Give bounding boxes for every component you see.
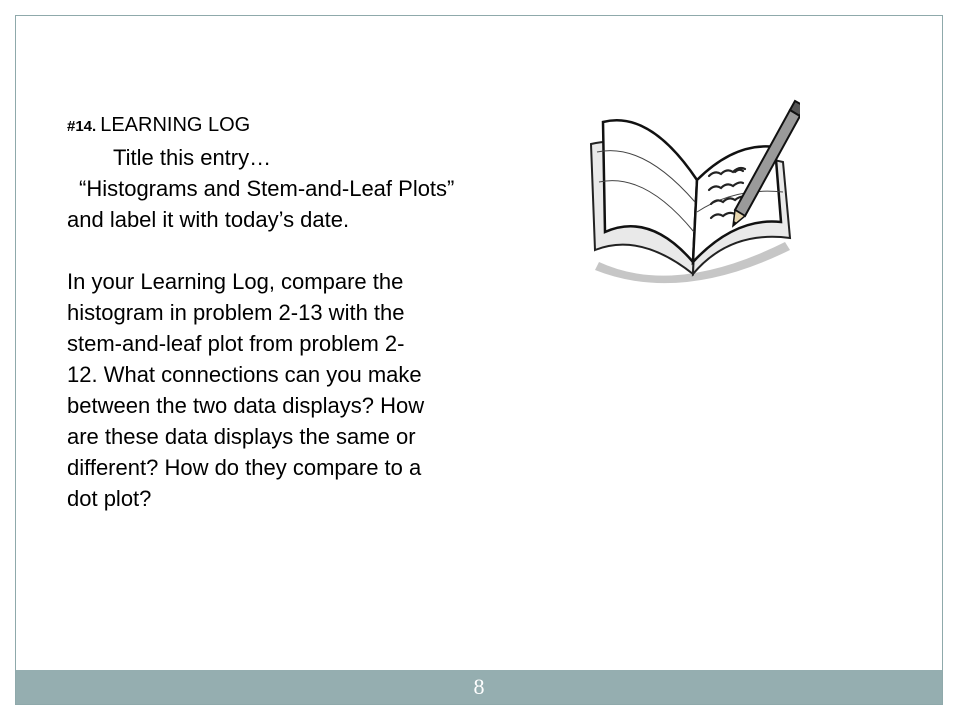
instruction-line: Title this entry…: [113, 145, 272, 170]
entry-title: “Histograms and Stem-and-Leaf Plots”: [79, 176, 455, 201]
paragraph-line: different? How do they compare to a: [67, 455, 422, 480]
open-book-pencil-icon: [585, 92, 800, 292]
page-number: 8: [473, 674, 485, 699]
footer-bar: [16, 670, 942, 704]
paragraph-line: are these data displays the same or: [67, 424, 416, 449]
paragraph-line: In your Learning Log, compare the: [67, 269, 404, 294]
heading-title: LEARNING LOG: [100, 114, 251, 136]
paragraph-line: stem-and-leaf plot from problem 2-: [67, 331, 405, 356]
item-number: #14.: [67, 118, 97, 135]
log-heading: [67, 110, 547, 142]
instruction-line: and label it with today’s date.: [67, 207, 350, 232]
paragraph-line: 12. What connections can you make: [67, 362, 422, 387]
paragraph-line: dot plot?: [67, 486, 152, 511]
paragraph-line: between the two data displays? How: [67, 393, 425, 418]
paragraph-line: histogram in problem 2-13 with the: [67, 300, 405, 325]
slide-content: [67, 110, 547, 514]
